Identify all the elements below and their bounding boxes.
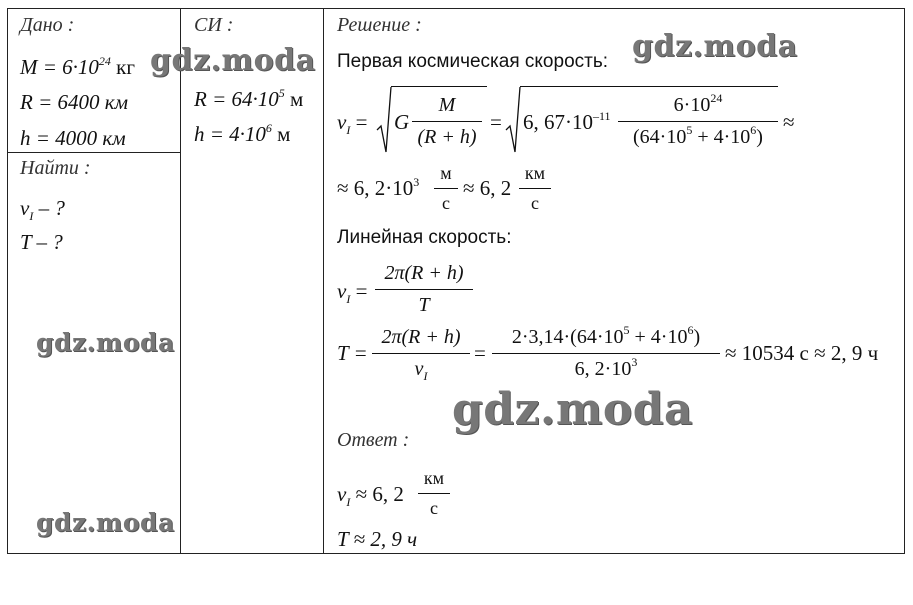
gravitational-constant: G — [394, 110, 410, 134]
fraction-period-numeric: $2\cdot 3,14\cdot(64\cdot 10^5 + 4\cdot 10^6)$ 6, $2\cdot 10^3$ — [492, 326, 720, 381]
answer-velocity: $v_I \approx 6$, 2 — [337, 482, 404, 509]
watermark: gdz.moda — [36, 508, 175, 537]
watermark: gdz.moda — [632, 29, 798, 64]
row-divider-given-find — [8, 152, 180, 153]
column-divider-si-solution — [323, 9, 324, 553]
find-velocity: $v_I$ – ? — [20, 196, 65, 223]
watermark: gdz.moda — [452, 384, 694, 435]
given-height: h = 4000 км — [20, 126, 126, 150]
f2-result-kms: ≈ 6, 2 — [463, 176, 512, 200]
answer-unit-km-per-s: км с — [418, 468, 450, 519]
answer-period: T ≈ 2, 9 ч — [337, 527, 418, 551]
sqrt-sign-2 — [505, 86, 521, 154]
header-find: Найти : — [20, 157, 91, 179]
watermark: gdz.moda — [150, 43, 316, 78]
unit-m-per-s: м с — [434, 163, 458, 214]
f4-result: ≈ 10534 с ≈ 2, 9 ч — [725, 341, 879, 365]
fraction-numeric-1: $6\cdot 10^{24}$ $(64\cdot 10^5 + 4\cdot 10^6)$ — [618, 94, 778, 149]
f2-result-ms: ≈ 6, $2\cdot 10^3$ — [337, 175, 420, 200]
header-answer: Ответ : — [337, 429, 410, 451]
f3-velocity: $v_I$ = — [337, 279, 368, 306]
si-radius: $R = 64\cdot 10^5$ м — [194, 86, 304, 111]
si-height: $h = 4\cdot 10^6$ м — [194, 121, 291, 146]
header-solution: Решение : — [337, 14, 422, 36]
given-radius: R = 6400 км — [20, 90, 128, 114]
fraction-linear-speed: 2π(R + h) T — [375, 262, 473, 317]
f1-approx: ≈ — [783, 110, 795, 134]
watermark: gdz.moda — [36, 328, 175, 357]
fraction-period: 2π(R + h) $v_I$ — [372, 326, 470, 381]
f4-equals: = — [474, 341, 486, 365]
f1-velocity: $v_I$ = — [337, 110, 368, 137]
fraction-mass-over-distance: M (R + h) — [412, 94, 482, 149]
unit-km-per-s: км с — [519, 163, 551, 214]
header-given: Дано : — [20, 14, 75, 36]
sqrt-sign-1 — [376, 86, 392, 154]
sqrt-bar-1 — [391, 86, 487, 87]
f4-period: T = — [337, 341, 368, 365]
header-si: СИ : — [194, 14, 234, 36]
sqrt-bar-2 — [520, 86, 778, 87]
find-period: T – ? — [20, 230, 63, 254]
f1-coefficient: 6, $67\cdot 10^{-11}$ — [523, 109, 611, 134]
f1-equals: = — [490, 110, 502, 134]
first-cosmic-speed-label: Первая космическая скорость: — [337, 51, 609, 72]
column-divider-given-si — [180, 9, 181, 553]
given-mass: $M = 6\cdot 10^{24}$ кг — [20, 54, 135, 79]
linear-speed-label: Линейная скорость: — [337, 227, 512, 248]
